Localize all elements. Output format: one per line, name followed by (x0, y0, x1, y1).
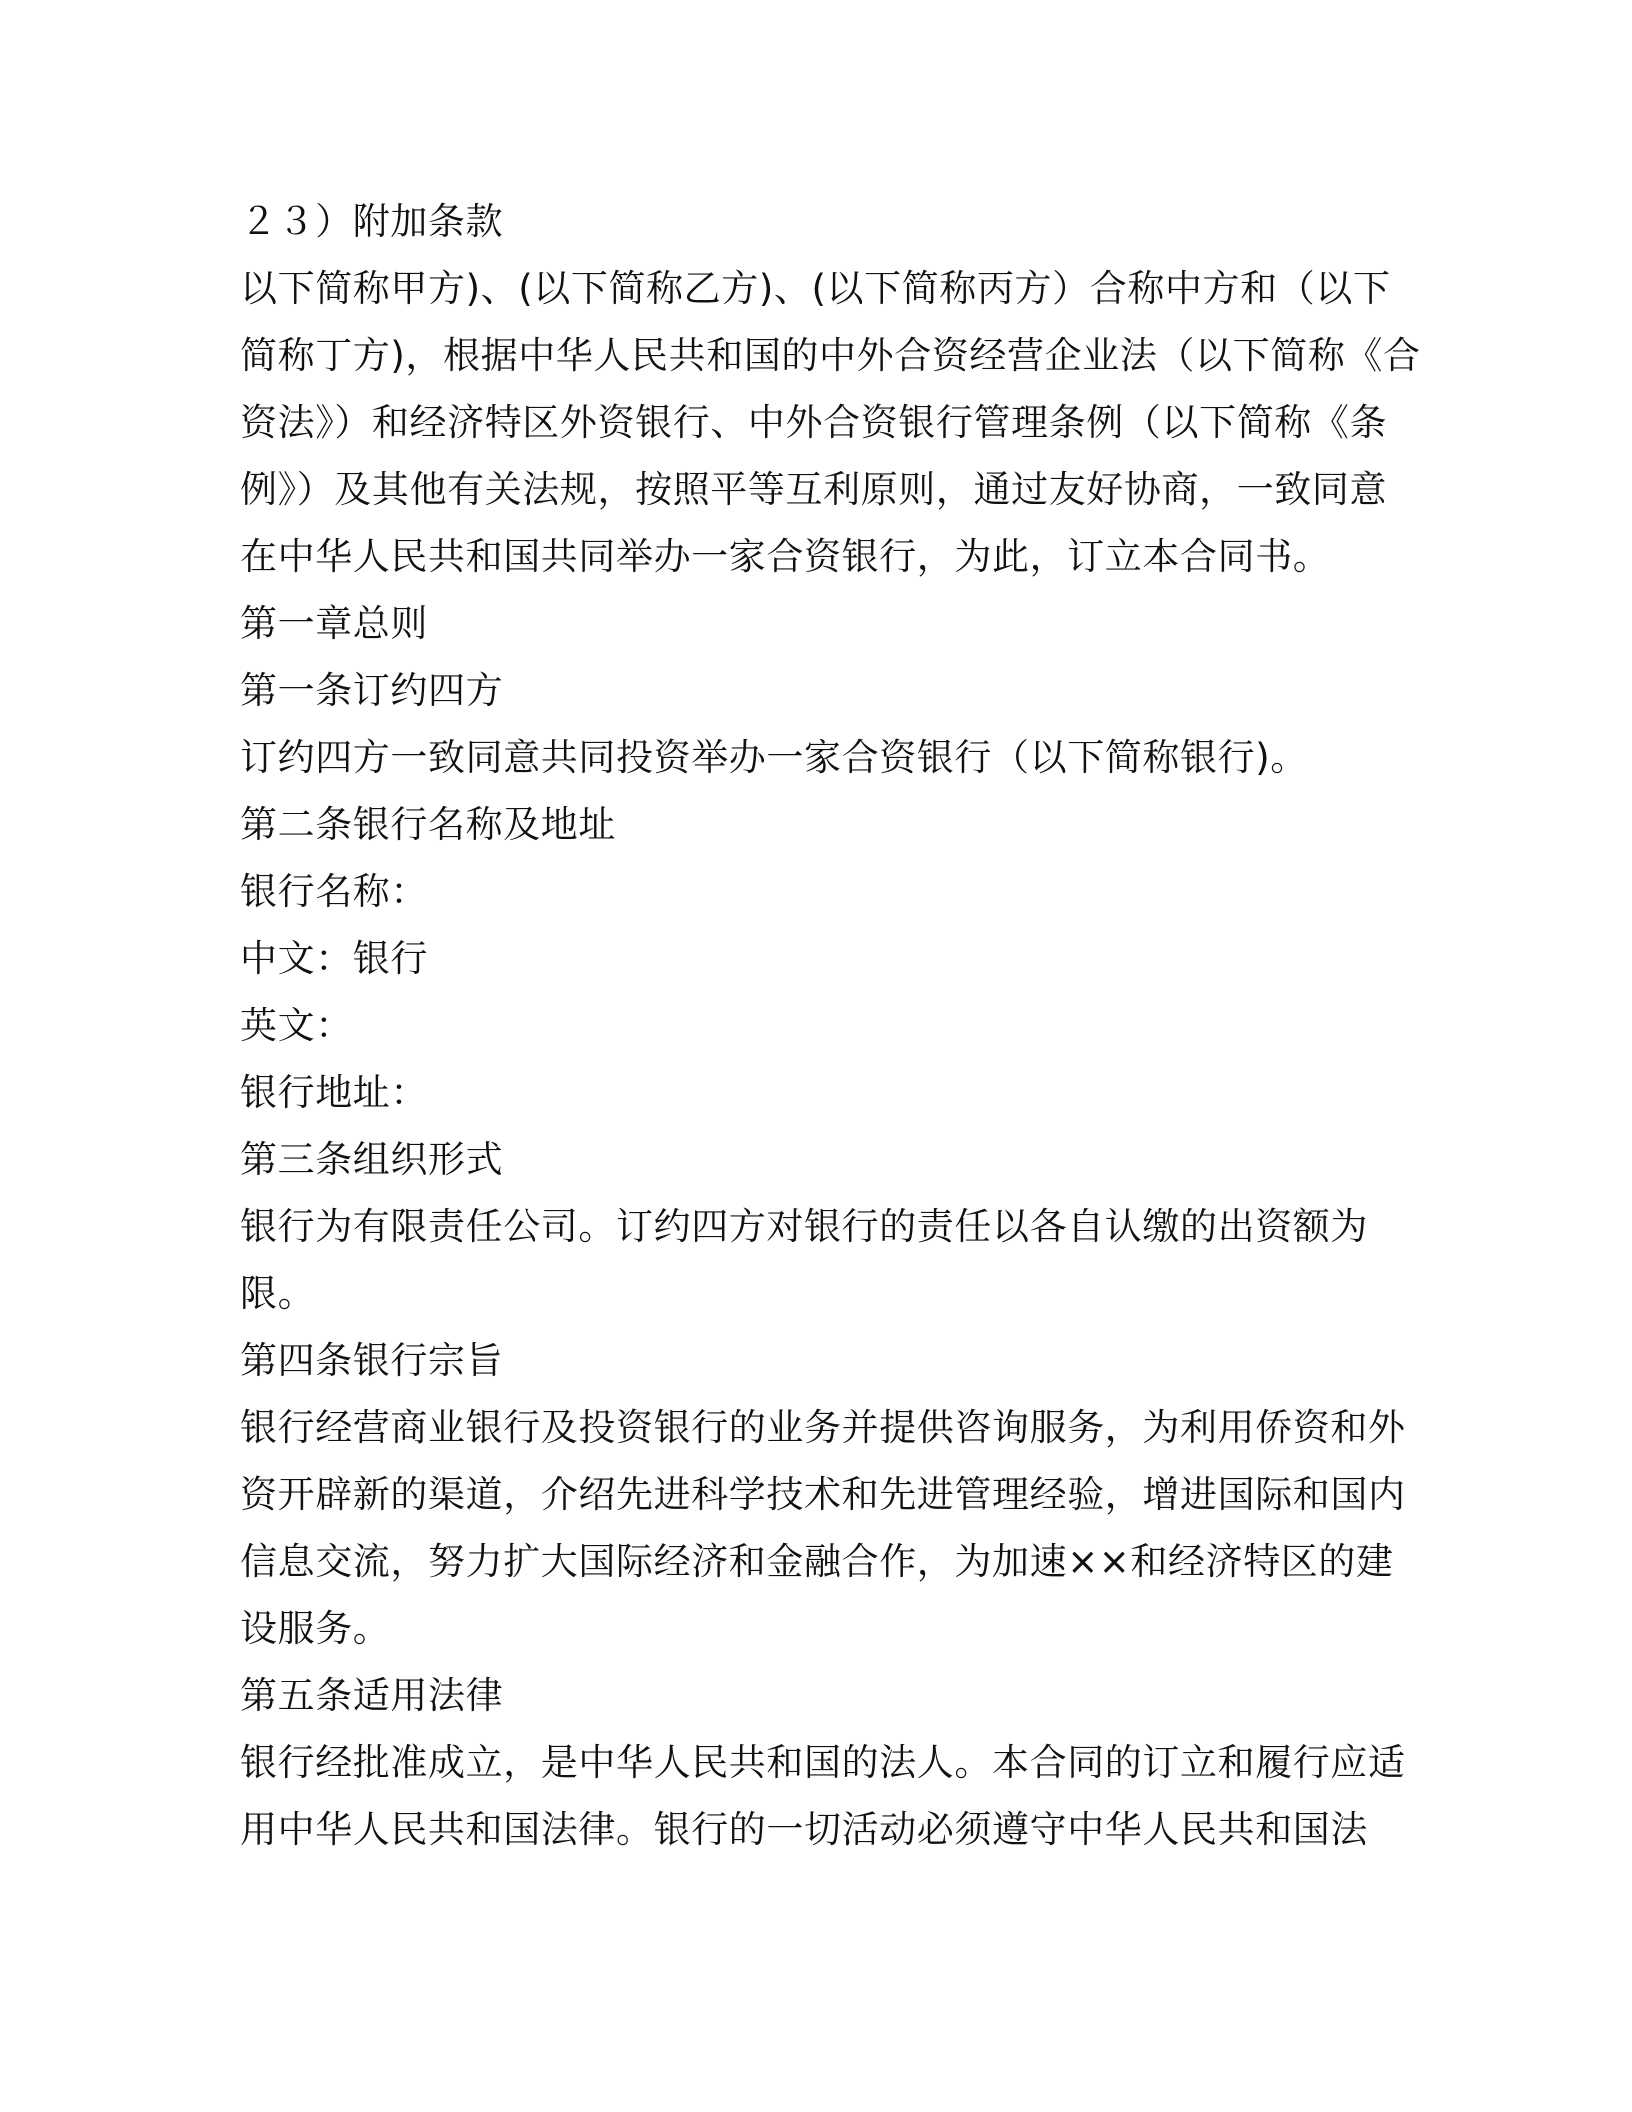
field-label: 中文：银行 (240, 937, 428, 980)
paragraph-line: 订约四方一致同意共同投资举办一家合资银行（以下简称银行)。 (240, 736, 1308, 779)
paragraph-line: 资开辟新的渠道，介绍先进科学技术和先进管理经验，增进国际和国内 (240, 1473, 1406, 1516)
paragraph-line: 用中华人民共和国法律。银行的一切活动必须遵守中华人民共和国法 (240, 1808, 1368, 1851)
article-heading: 第二条银行名称及地址 (240, 803, 616, 846)
field-label: 银行地址： (240, 1071, 428, 1114)
field-label: 银行名称： (240, 870, 428, 913)
paragraph-line: 设服务。 (240, 1607, 391, 1650)
paragraph-line: 银行为有限责任公司。订约四方对银行的责任以各自认缴的出资额为 (240, 1205, 1368, 1248)
section-heading: ２３）附加条款 (240, 200, 504, 243)
article-heading: 第四条银行宗旨 (240, 1339, 504, 1382)
chapter-heading: 第一章总则 (240, 602, 428, 645)
paragraph-line: 银行经营商业银行及投资银行的业务并提供咨询服务，为利用侨资和外 (240, 1406, 1406, 1449)
article-heading: 第一条订约四方 (240, 669, 504, 712)
paragraph-line: 信息交流，努力扩大国际经济和金融合作，为加速××和经济特区的建 (240, 1540, 1394, 1583)
paragraph-line: 简称丁方)，根据中华人民共和国的中外合资经营企业法（以下简称《合 (240, 334, 1421, 377)
paragraph-line: 资法》）和经济特区外资银行、中外合资银行管理条例（以下简称《条 (240, 401, 1388, 444)
document-body (240, 188, 1421, 1863)
article-heading: 第五条适用法律 (240, 1674, 504, 1717)
paragraph-line: 例》）及其他有关法规，按照平等互利原则，通过友好协商，一致同意 (240, 468, 1388, 511)
article-heading: 第三条组织形式 (240, 1138, 504, 1181)
field-label: 英文： (240, 1004, 353, 1047)
paragraph-line: 银行经批准成立，是中华人民共和国的法人。本合同的订立和履行应适 (240, 1741, 1406, 1784)
paragraph-line: 限。 (240, 1272, 316, 1315)
paragraph-line: 以下简称甲方)、(以下简称乙方)、(以下简称丙方）合称中方和（以下 (240, 267, 1391, 310)
paragraph-line: 在中华人民共和国共同举办一家合资银行，为此，订立本合同书。 (240, 535, 1331, 578)
